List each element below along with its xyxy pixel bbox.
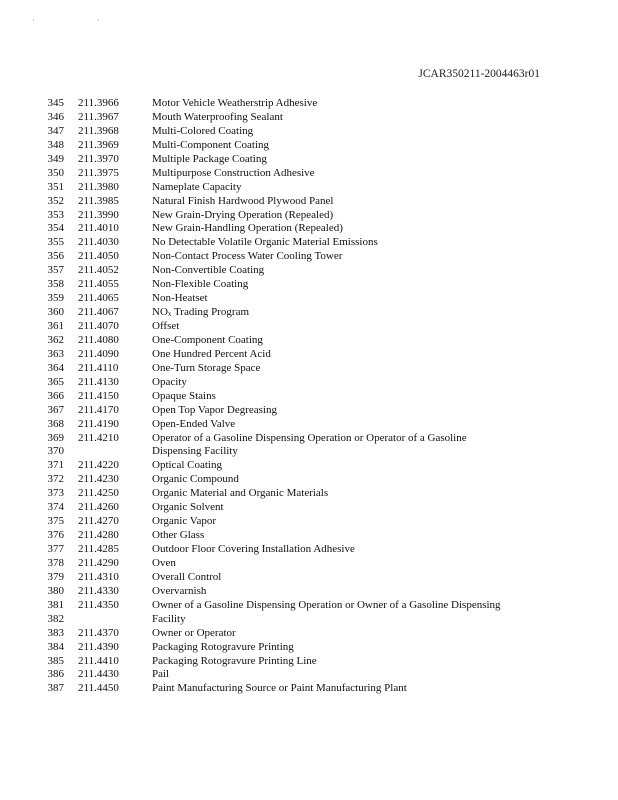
term-text: NO xyxy=(152,306,168,319)
section-number: 211.4285 xyxy=(78,543,119,555)
definitions-list xyxy=(0,96,618,695)
defined-term xyxy=(152,612,186,626)
defined-term xyxy=(152,403,277,417)
term-text: No Detectable Volatile Organic Material Emissions xyxy=(152,236,378,249)
line-number: 381 xyxy=(47,598,64,611)
line-number: 366 xyxy=(47,389,64,402)
section-number: 211.4055 xyxy=(78,278,119,291)
section-number: 211.4070 xyxy=(78,320,119,332)
term-text: Non-Contact Process Water Cooling Tower xyxy=(152,250,343,263)
term-text: New Grain-Drying Operation (Repealed) xyxy=(152,208,334,221)
list-item xyxy=(0,403,618,417)
line-number: 372 xyxy=(47,473,64,486)
section-number: 211.4270 xyxy=(78,515,119,528)
section-number: 211.4310 xyxy=(78,570,119,583)
section-number: 211.4410 xyxy=(78,654,119,667)
list-item xyxy=(0,598,618,612)
term-text: Oven xyxy=(152,556,176,569)
list-item xyxy=(0,291,618,305)
list-item xyxy=(0,612,618,626)
list-item xyxy=(0,472,618,486)
defined-term xyxy=(152,528,204,542)
line-number: 358 xyxy=(47,278,64,291)
section-number: 211.4050 xyxy=(78,250,119,263)
list-item xyxy=(0,235,618,249)
section-number: 211.4330 xyxy=(78,584,119,597)
line-number: 346 xyxy=(47,110,64,123)
term-text: One-Component Coating xyxy=(152,333,263,346)
defined-term xyxy=(152,542,355,556)
section-number: 211.4280 xyxy=(78,529,119,542)
defined-term xyxy=(152,180,242,194)
section-number: 211.4065 xyxy=(78,292,119,305)
list-item xyxy=(0,458,618,472)
defined-term xyxy=(152,347,271,361)
section-number: 211.4090 xyxy=(78,347,119,360)
line-number: 373 xyxy=(47,487,64,500)
defined-term xyxy=(152,654,317,668)
defined-term xyxy=(152,333,263,347)
defined-term xyxy=(152,570,221,584)
line-number: 356 xyxy=(47,250,64,263)
term-text: Outdoor Floor Covering Installation Adhesive xyxy=(152,543,355,555)
term-text: Non-Flexible Coating xyxy=(152,278,249,291)
term-text: Packaging Rotogravure Printing Line xyxy=(152,654,317,667)
line-number: 348 xyxy=(47,138,64,151)
list-item xyxy=(0,500,618,514)
list-item xyxy=(0,277,618,291)
line-number: 386 xyxy=(47,668,64,681)
section-number: 211.3967 xyxy=(78,110,119,123)
section-number: 211.4150 xyxy=(78,389,119,402)
line-number: 375 xyxy=(47,515,64,528)
list-item xyxy=(0,667,618,681)
section-number: 211.4290 xyxy=(78,556,119,569)
section-number: 211.4390 xyxy=(78,640,119,653)
list-item xyxy=(0,138,618,152)
scan-marks: · · xyxy=(32,16,130,25)
line-number: 364 xyxy=(47,361,64,374)
line-number: 362 xyxy=(47,333,64,346)
list-item xyxy=(0,654,618,668)
defined-term xyxy=(152,235,378,249)
list-item xyxy=(0,417,618,431)
line-number: 352 xyxy=(47,194,64,207)
term-text: Owner or Operator xyxy=(152,626,236,639)
defined-term xyxy=(152,96,317,110)
line-number: 378 xyxy=(47,556,64,569)
term-text: Pail xyxy=(152,668,170,681)
line-number: 387 xyxy=(47,682,64,695)
term-text: Multi-Colored Coating xyxy=(152,124,254,137)
list-item xyxy=(0,152,618,166)
section-number: 211.4220 xyxy=(78,459,119,472)
section-number: 211.4170 xyxy=(78,403,119,416)
list-item xyxy=(0,584,618,598)
line-number: 355 xyxy=(47,236,64,249)
section-number: 211.4370 xyxy=(78,626,119,639)
term-text: Organic Compound xyxy=(152,473,239,486)
list-item xyxy=(0,681,618,695)
section-number: 211.3969 xyxy=(78,138,119,151)
list-item xyxy=(0,221,618,235)
list-item xyxy=(0,486,618,500)
section-number: 211.3985 xyxy=(78,194,119,207)
list-item xyxy=(0,570,618,584)
defined-term xyxy=(152,249,342,263)
list-item xyxy=(0,333,618,347)
section-number: 211.4350 xyxy=(78,598,119,611)
defined-term xyxy=(152,556,176,570)
line-number: 359 xyxy=(47,292,64,305)
term-text: Opaque Stains xyxy=(152,389,216,402)
section-number: 211.4430 xyxy=(78,668,119,681)
term-text: Open Top Vapor Degreasing xyxy=(152,403,277,416)
term-text-rest: Trading Program xyxy=(171,306,250,319)
defined-term xyxy=(152,472,239,486)
term-text: One Hundred Percent Acid xyxy=(152,347,271,360)
term-text: Overall Control xyxy=(152,570,222,583)
list-item xyxy=(0,208,618,222)
defined-term xyxy=(152,375,187,389)
line-number: 374 xyxy=(47,501,64,514)
section-number: 211.3970 xyxy=(78,152,119,165)
list-item xyxy=(0,528,618,542)
defined-term xyxy=(152,291,208,305)
defined-term xyxy=(152,319,179,333)
term-text: Organic Solvent xyxy=(152,501,224,514)
defined-term xyxy=(152,681,407,695)
defined-term xyxy=(152,431,467,445)
term-text: Motor Vehicle Weatherstrip Adhesive xyxy=(152,97,318,109)
defined-term xyxy=(152,500,224,514)
line-number: 380 xyxy=(47,584,64,597)
defined-term xyxy=(152,417,235,431)
defined-term xyxy=(152,486,328,500)
line-number: 351 xyxy=(47,180,64,193)
list-item xyxy=(0,110,618,124)
line-number: 363 xyxy=(47,347,64,360)
line-number: 385 xyxy=(47,654,64,667)
term-subscript: x xyxy=(167,310,172,319)
line-number: 370 xyxy=(47,445,64,458)
term-text: Multi-Component Coating xyxy=(152,138,270,151)
line-number: 367 xyxy=(47,403,64,416)
list-item xyxy=(0,640,618,654)
list-item xyxy=(0,166,618,180)
section-number: 211.4130 xyxy=(78,375,119,388)
list-item xyxy=(0,96,618,110)
defined-term xyxy=(152,584,206,598)
defined-term xyxy=(152,208,333,222)
section-number: 211.4250 xyxy=(78,487,119,500)
term-text: Packaging Rotogravure Printing xyxy=(152,640,294,653)
list-item xyxy=(0,249,618,263)
term-text: Mouth Waterproofing Sealant xyxy=(152,110,283,123)
section-number: 211.3968 xyxy=(78,124,119,137)
section-number: 211.4030 xyxy=(78,236,119,249)
section-number: 211.4190 xyxy=(78,417,119,430)
line-number: 345 xyxy=(47,97,64,109)
term-text: New Grain-Handling Operation (Repealed) xyxy=(152,222,343,235)
line-number: 347 xyxy=(47,124,64,137)
list-item xyxy=(0,347,618,361)
defined-term xyxy=(152,626,236,640)
defined-term xyxy=(152,166,315,180)
section-number: 211.4067 xyxy=(78,306,119,319)
section-number: 211.4010 xyxy=(78,222,119,235)
line-number: 349 xyxy=(47,152,64,165)
defined-term xyxy=(152,667,169,681)
list-item xyxy=(0,124,618,138)
term-text: Multipurpose Construction Adhesive xyxy=(152,166,315,179)
list-item xyxy=(0,514,618,528)
defined-term xyxy=(152,152,267,166)
line-number: 361 xyxy=(47,320,64,332)
defined-term xyxy=(152,514,216,528)
term-text: Overvarnish xyxy=(152,584,207,597)
document-id: JCAR350211-2004463r01 xyxy=(418,68,540,80)
list-item xyxy=(0,361,618,375)
list-item xyxy=(0,556,618,570)
section-number: 211.3975 xyxy=(78,166,119,179)
defined-term xyxy=(152,361,260,375)
defined-term xyxy=(152,598,501,612)
section-number: 211.3990 xyxy=(78,208,119,221)
section-number: 211.4210 xyxy=(78,431,119,444)
term-text: Owner of a Gasoline Dispensing Operation or Owner of a Gasoline Dispensing xyxy=(152,598,501,611)
term-text: Facility xyxy=(152,612,186,625)
defined-term xyxy=(152,458,222,472)
list-item xyxy=(0,389,618,403)
section-number: 211.3980 xyxy=(78,180,119,193)
term-text: Offset xyxy=(152,320,180,332)
term-text: Organic Vapor xyxy=(152,515,217,528)
term-text: Nameplate Capacity xyxy=(152,180,242,193)
line-number: 369 xyxy=(47,431,64,444)
line-number: 382 xyxy=(47,612,64,625)
defined-term xyxy=(152,138,269,152)
line-number: 365 xyxy=(47,375,64,388)
term-text: Dispensing Facility xyxy=(152,445,238,458)
line-number: 357 xyxy=(47,264,64,277)
list-item xyxy=(0,626,618,640)
line-number: 383 xyxy=(47,626,64,639)
defined-term xyxy=(152,221,343,235)
term-text: Organic Material and Organic Materials xyxy=(152,487,329,500)
defined-term xyxy=(152,640,294,654)
list-item xyxy=(0,375,618,389)
term-text: Other Glass xyxy=(152,529,205,542)
line-number: 368 xyxy=(47,417,64,430)
list-item xyxy=(0,180,618,194)
defined-term xyxy=(152,110,283,124)
list-item xyxy=(0,431,618,445)
list-item xyxy=(0,542,618,556)
line-number: 371 xyxy=(47,459,64,472)
line-number: 377 xyxy=(47,543,64,555)
section-number: 211.3966 xyxy=(78,97,119,109)
list-item xyxy=(0,444,618,458)
term-text: Natural Finish Hardwood Plywood Panel xyxy=(152,194,334,207)
term-text: Open-Ended Valve xyxy=(152,417,236,430)
defined-term xyxy=(152,389,216,403)
line-number: 379 xyxy=(47,570,64,583)
list-item xyxy=(0,319,618,333)
term-text: Multiple Package Coating xyxy=(152,152,267,165)
term-text: Opacity xyxy=(152,375,187,388)
section-number: 211.4450 xyxy=(78,682,119,695)
line-number: 384 xyxy=(47,640,64,653)
defined-term xyxy=(152,263,264,277)
section-number: 211.4230 xyxy=(78,473,119,486)
line-number: 376 xyxy=(47,529,64,542)
term-text: Optical Coating xyxy=(152,459,222,472)
defined-term xyxy=(152,305,249,319)
defined-term xyxy=(152,444,238,458)
defined-term xyxy=(152,194,333,208)
list-item xyxy=(0,194,618,208)
line-number: 354 xyxy=(47,222,64,235)
list-item xyxy=(0,305,618,319)
section-number: 211.4052 xyxy=(78,264,119,277)
defined-term xyxy=(152,124,253,138)
list-item xyxy=(0,263,618,277)
line-number: 360 xyxy=(47,306,64,319)
defined-term xyxy=(152,277,248,291)
term-text: Non-Heatset xyxy=(152,292,208,305)
section-number: 211.4110 xyxy=(78,361,119,374)
line-number: 350 xyxy=(47,166,64,179)
term-text: One-Turn Storage Space xyxy=(152,361,261,374)
term-text: Operator of a Gasoline Dispensing Operation or Operator of a Gasoline xyxy=(152,431,467,444)
section-number: 211.4080 xyxy=(78,333,119,346)
term-text: Paint Manufacturing Source or Paint Manufacturing Plant xyxy=(152,682,407,695)
section-number: 211.4260 xyxy=(78,501,119,514)
term-text: Non-Convertible Coating xyxy=(152,264,265,277)
line-number: 353 xyxy=(47,208,64,221)
